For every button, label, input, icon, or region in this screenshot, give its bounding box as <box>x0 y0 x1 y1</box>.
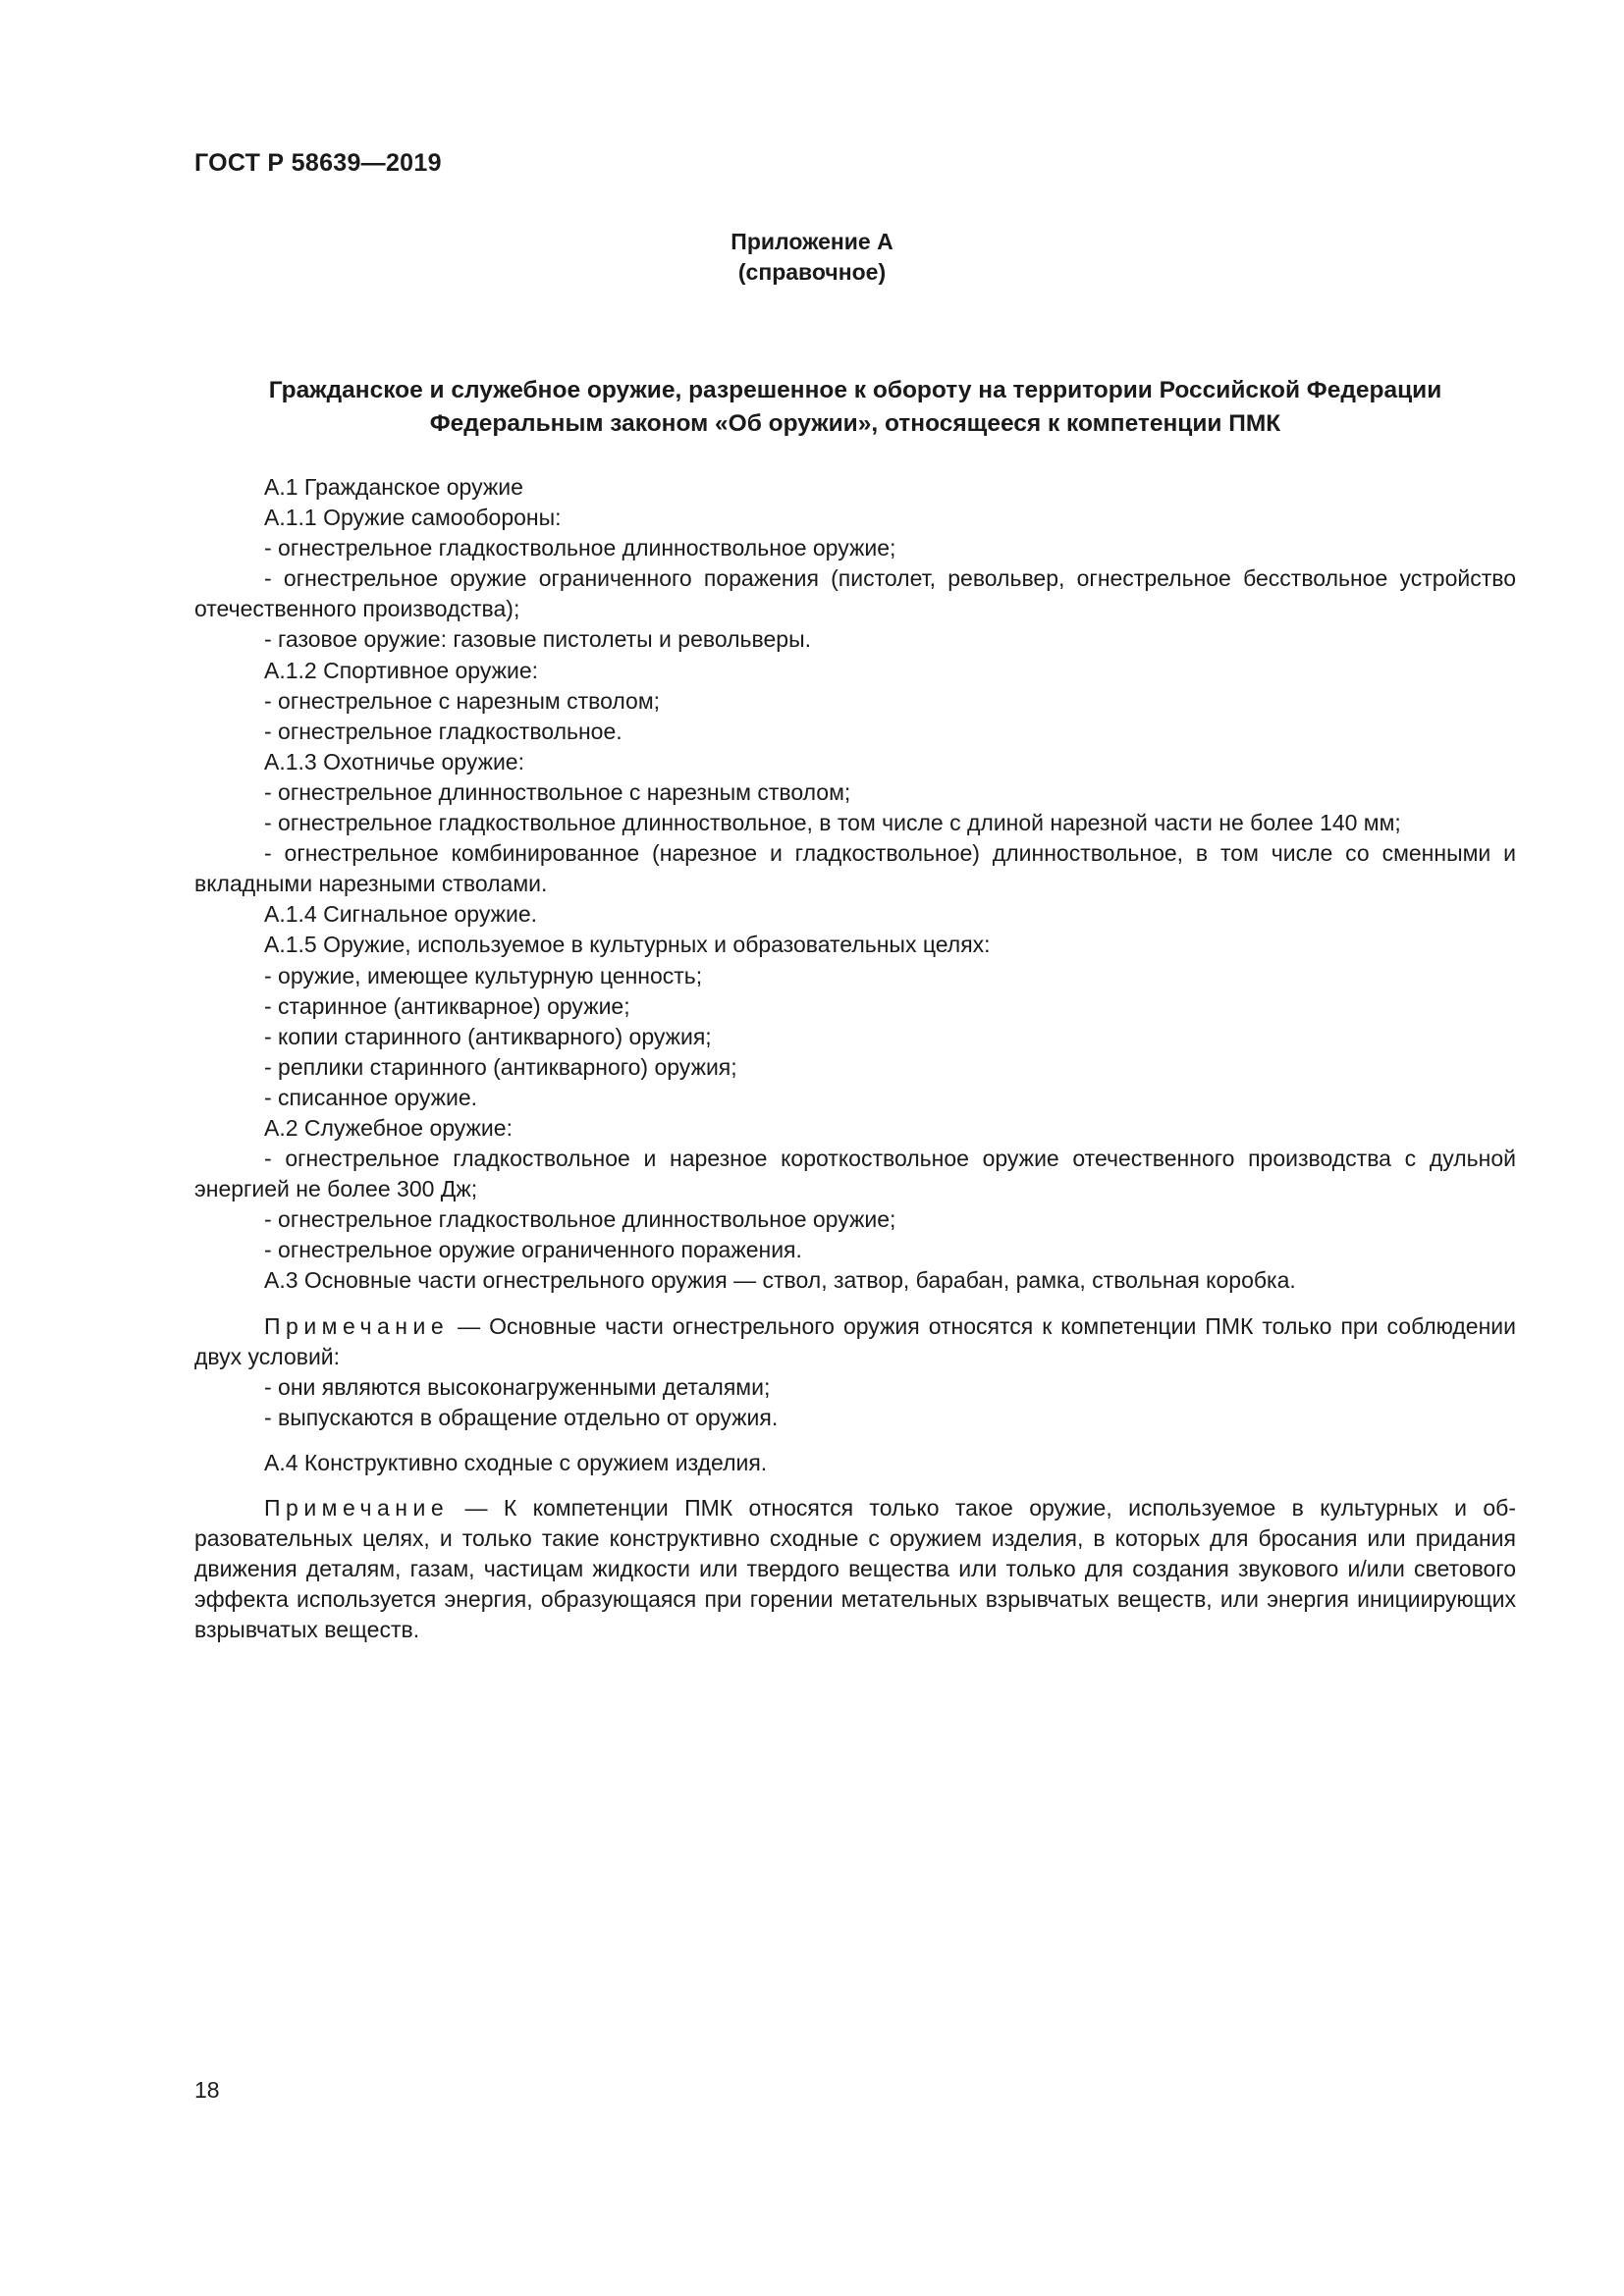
paragraph: А.1 Гражданское оружие <box>264 474 523 500</box>
list-item: - огнестрельное оружие ограниченного поражения. <box>264 1237 802 1263</box>
list-item: - они являются высоконагруженными деталями; <box>264 1373 771 1400</box>
paragraph: А.1.4 Сигнальное оружие. <box>264 901 538 928</box>
list-item: - огнестрельное комбинированное (нарезное и гладкоствольное) длинноствольное, в том числе со сменными и вкладными нарезными стволами. <box>194 840 1516 897</box>
note-paragraph <box>194 1311 1516 1372</box>
list-item: - огнестрельное гладкоствольное длинноствольное, в том числе с длиной нарезной части не более 140 мм; <box>264 810 1401 836</box>
appendix-subtitle: (справочное) <box>737 259 887 285</box>
list-item: - огнестрельное гладкоствольное. <box>264 718 623 744</box>
list-item: - огнестрельное оружие ограниченного поражения (пистолет, револьвер, огнестрельное бесствольное устройство отечественного производства); <box>194 565 1516 622</box>
paragraph: А.4 Конструктивно сходные с оружием изделия. <box>264 1449 768 1475</box>
note-text: — К компетенции ПМК относятся только такое оружие, используемое в культурных и образовательных целях, и только такие конструктивно сходные с оружием изделия, в которых для бросания или придания движения деталям, газам, частицам жидкости или твердого вещества или только для создания звукового и/или светового эффекта используется энергия, образующаяся при горении метательных взрывчатых веществ, или энергия инициирующих взрывчатых веществ. <box>194 1495 1516 1643</box>
list-item: - выпускаются в обращение отдельно от оружия. <box>264 1404 779 1430</box>
list-item: - газовое оружие: газовые пистолеты и револьверы. <box>264 626 811 653</box>
note-paragraph <box>194 1493 1516 1645</box>
section-heading: Гражданское и служебное оружие, разрешенное к обороту на территории Российской Федерации Федеральным законом «Об оружии», относящееся к компетенции ПМК <box>268 377 1442 437</box>
paragraph: А.3 Основные части огнестрельного оружия — ствол, затвор, барабан, рамка, ствольная коробка. <box>264 1267 1296 1294</box>
list-item: - списанное оружие. <box>264 1084 478 1110</box>
list-item: - огнестрельное с нарезным стволом; <box>264 687 661 714</box>
paragraph: А.1.2 Спортивное оружие: <box>264 657 539 683</box>
document-id-header: ГОСТ Р 58639—2019 <box>194 149 442 177</box>
appendix-title: Приложение А <box>731 229 893 254</box>
note-text: — Основные части огнестрельного оружия относятся к компетенции ПМК только при соблюдении двух условий: <box>194 1312 1516 1369</box>
note-label: Примечание <box>264 1495 450 1521</box>
page-number: 18 <box>194 2077 220 2103</box>
paragraph: А.2 Служебное оружие: <box>264 1114 513 1141</box>
list-item: - старинное (антикварное) оружие; <box>264 992 630 1019</box>
paragraph: А.1.5 Оружие, используемое в культурных и образовательных целях: <box>264 932 991 958</box>
document-body <box>194 472 1516 1645</box>
list-item: - оружие, имеющее культурную ценность; <box>264 962 703 988</box>
paragraph: А.1.3 Охотничье оружие: <box>264 748 524 774</box>
list-item: - огнестрельное длинноствольное с нарезным стволом; <box>264 778 851 805</box>
list-item: - огнестрельное гладкоствольное длинноствольное оружие; <box>264 1206 896 1233</box>
paragraph: А.1.1 Оружие самообороны: <box>264 505 562 531</box>
list-item: - огнестрельное гладкоствольное длинноствольное оружие; <box>264 535 896 561</box>
list-item: - копии старинного (антикварного) оружия; <box>264 1023 712 1049</box>
note-label: Примечание <box>264 1312 450 1339</box>
appendix-title-block <box>0 227 1624 288</box>
list-item: - огнестрельное гладкоствольное и нарезное короткоствольное оружие отечественного производства с дульной энергией не более 300 Дж; <box>194 1146 1516 1202</box>
list-item: - реплики старинного (антикварного) оружия; <box>264 1053 737 1080</box>
